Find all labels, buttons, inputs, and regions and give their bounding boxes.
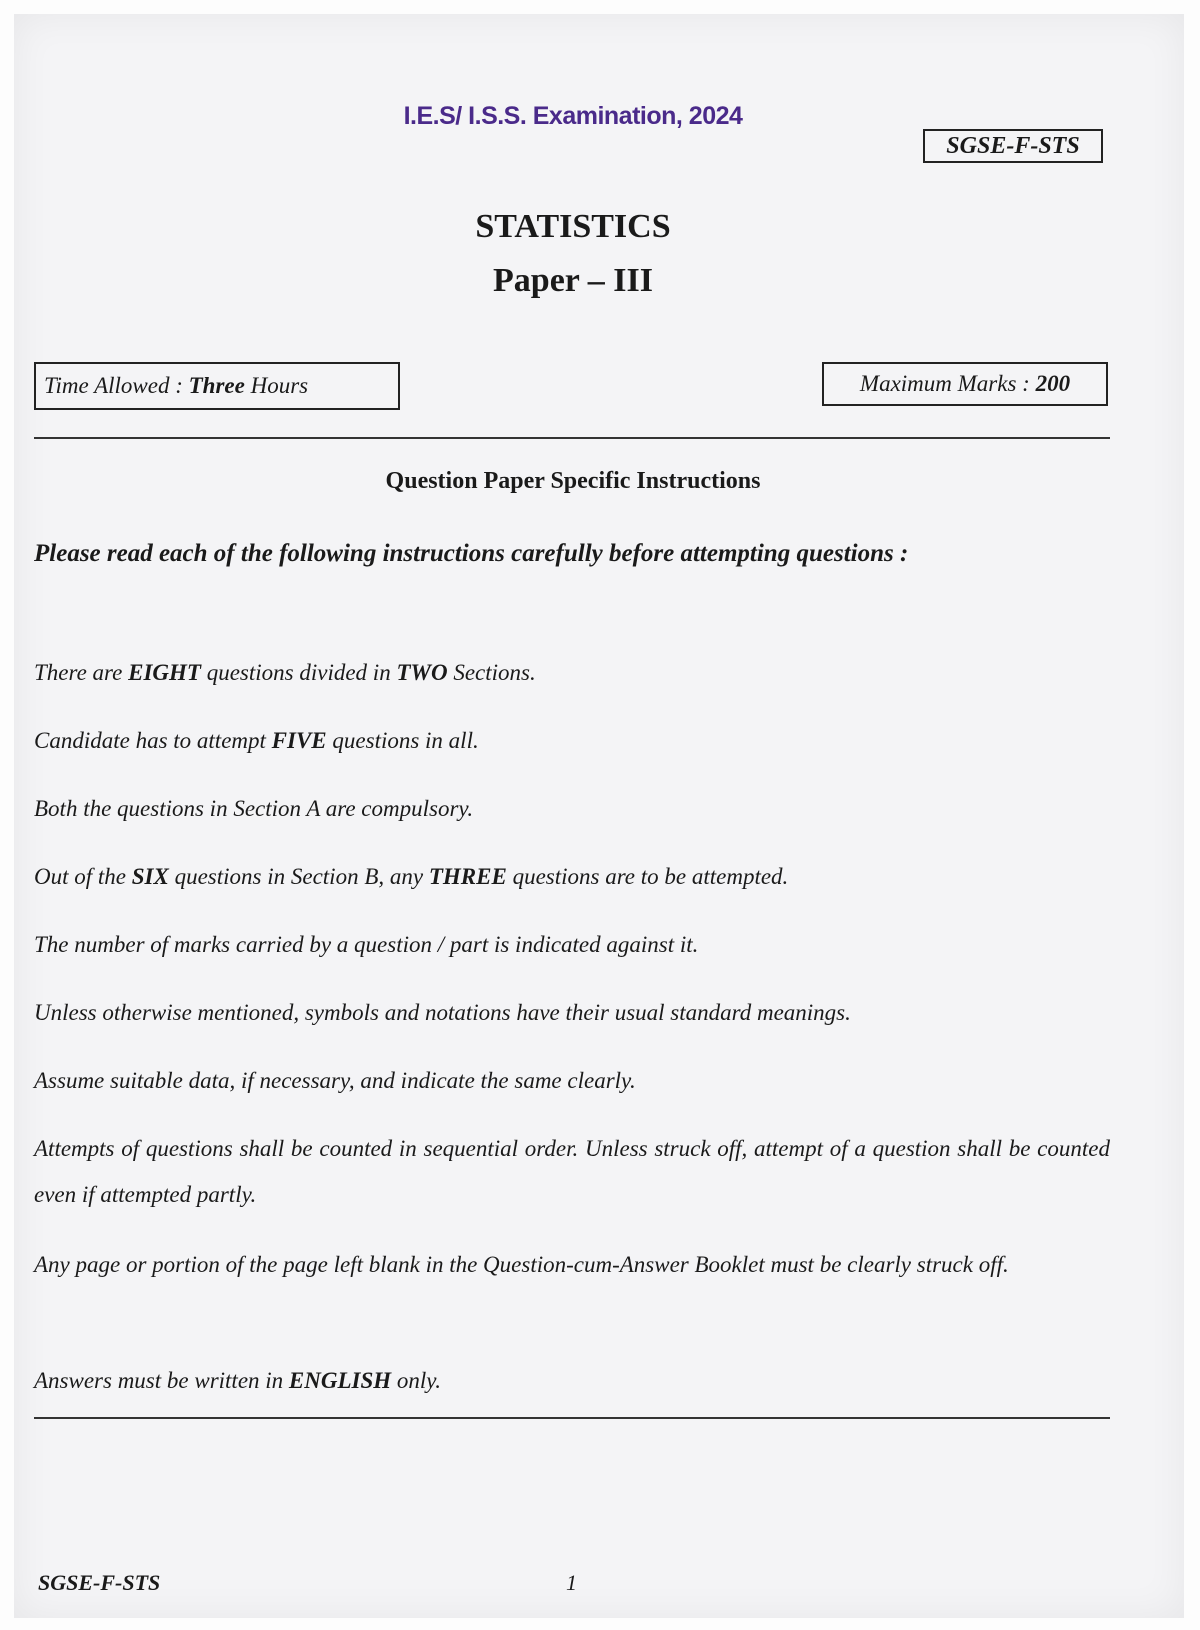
instruction-item	[34, 650, 1110, 696]
paper-number: Paper – III	[493, 262, 653, 299]
divider-top	[34, 437, 1110, 439]
exam-title: I.E.S/ I.S.S. Examination, 2024	[403, 102, 743, 130]
time-suffix: Hours	[244, 373, 309, 398]
instruction-text: questions in all.	[326, 728, 479, 753]
question-paper-page	[14, 14, 1184, 1618]
instruction-text: Answers must be written in	[34, 1368, 289, 1393]
instruction-item	[34, 718, 1110, 764]
instruction-text: Assume suitable data, if necessary, and indicate the same clearly.	[34, 1068, 636, 1093]
instruction-item	[34, 1126, 1110, 1218]
time-prefix: Time Allowed :	[44, 373, 189, 398]
instruction-text: Both the questions in Section A are compulsory.	[34, 796, 474, 821]
instruction-text: only.	[391, 1368, 442, 1393]
instruction-text: questions in Section B, any	[168, 864, 429, 889]
marks-prefix: Maximum Marks :	[859, 371, 1036, 396]
instruction-item	[34, 1242, 1110, 1288]
instruction-item	[34, 854, 1110, 900]
maximum-marks-box	[822, 362, 1108, 406]
instruction-item	[34, 990, 1110, 1036]
instruction-item	[34, 1058, 1110, 1104]
instructions-intro: Please read each of the following instructions carefully before attempting questions :	[34, 540, 909, 567]
instruction-text: Out of the	[34, 864, 132, 889]
instruction-text: The number of marks carried by a question / part is indicated against it.	[34, 932, 699, 957]
instruction-text: Attempts of questions shall be counted in sequential order. Unless struck off, attempt of a question shall be counted even if attempted partly.	[34, 1136, 1110, 1207]
marks-value: 200	[1035, 371, 1071, 396]
instruction-item	[34, 1358, 1110, 1404]
paper-code-box: SGSE-F-STS	[923, 129, 1103, 163]
instruction-emphasis: EIGHT	[128, 660, 201, 685]
divider-bottom	[34, 1417, 1110, 1419]
instruction-text: There are	[34, 660, 129, 685]
time-allowed-box	[34, 362, 400, 410]
time-value: Three	[188, 373, 245, 398]
instruction-text: Sections.	[447, 660, 536, 685]
instruction-item	[34, 786, 1110, 832]
instruction-text: Candidate has to attempt	[34, 728, 272, 753]
instruction-text: Unless otherwise mentioned, symbols and notations have their usual standard meanings.	[34, 1000, 851, 1025]
footer-paper-code: SGSE-F-STS	[38, 1570, 161, 1595]
instruction-text: Any page or portion of the page left blank in the Question-cum-Answer Booklet must be clearly struck off.	[34, 1252, 1009, 1277]
subject-title: STATISTICS	[475, 208, 671, 245]
instruction-emphasis: SIX	[131, 864, 169, 889]
instruction-item	[34, 922, 1110, 968]
instruction-emphasis: FIVE	[271, 728, 327, 753]
instruction-emphasis: TWO	[396, 660, 448, 685]
instructions-heading: Question Paper Specific Instructions	[385, 468, 761, 494]
instruction-text: questions are to be attempted.	[506, 864, 789, 889]
instruction-emphasis: ENGLISH	[288, 1368, 392, 1393]
instruction-text: questions divided in	[200, 660, 397, 685]
page-number: 1	[566, 1570, 577, 1595]
instruction-emphasis: THREE	[428, 864, 507, 889]
